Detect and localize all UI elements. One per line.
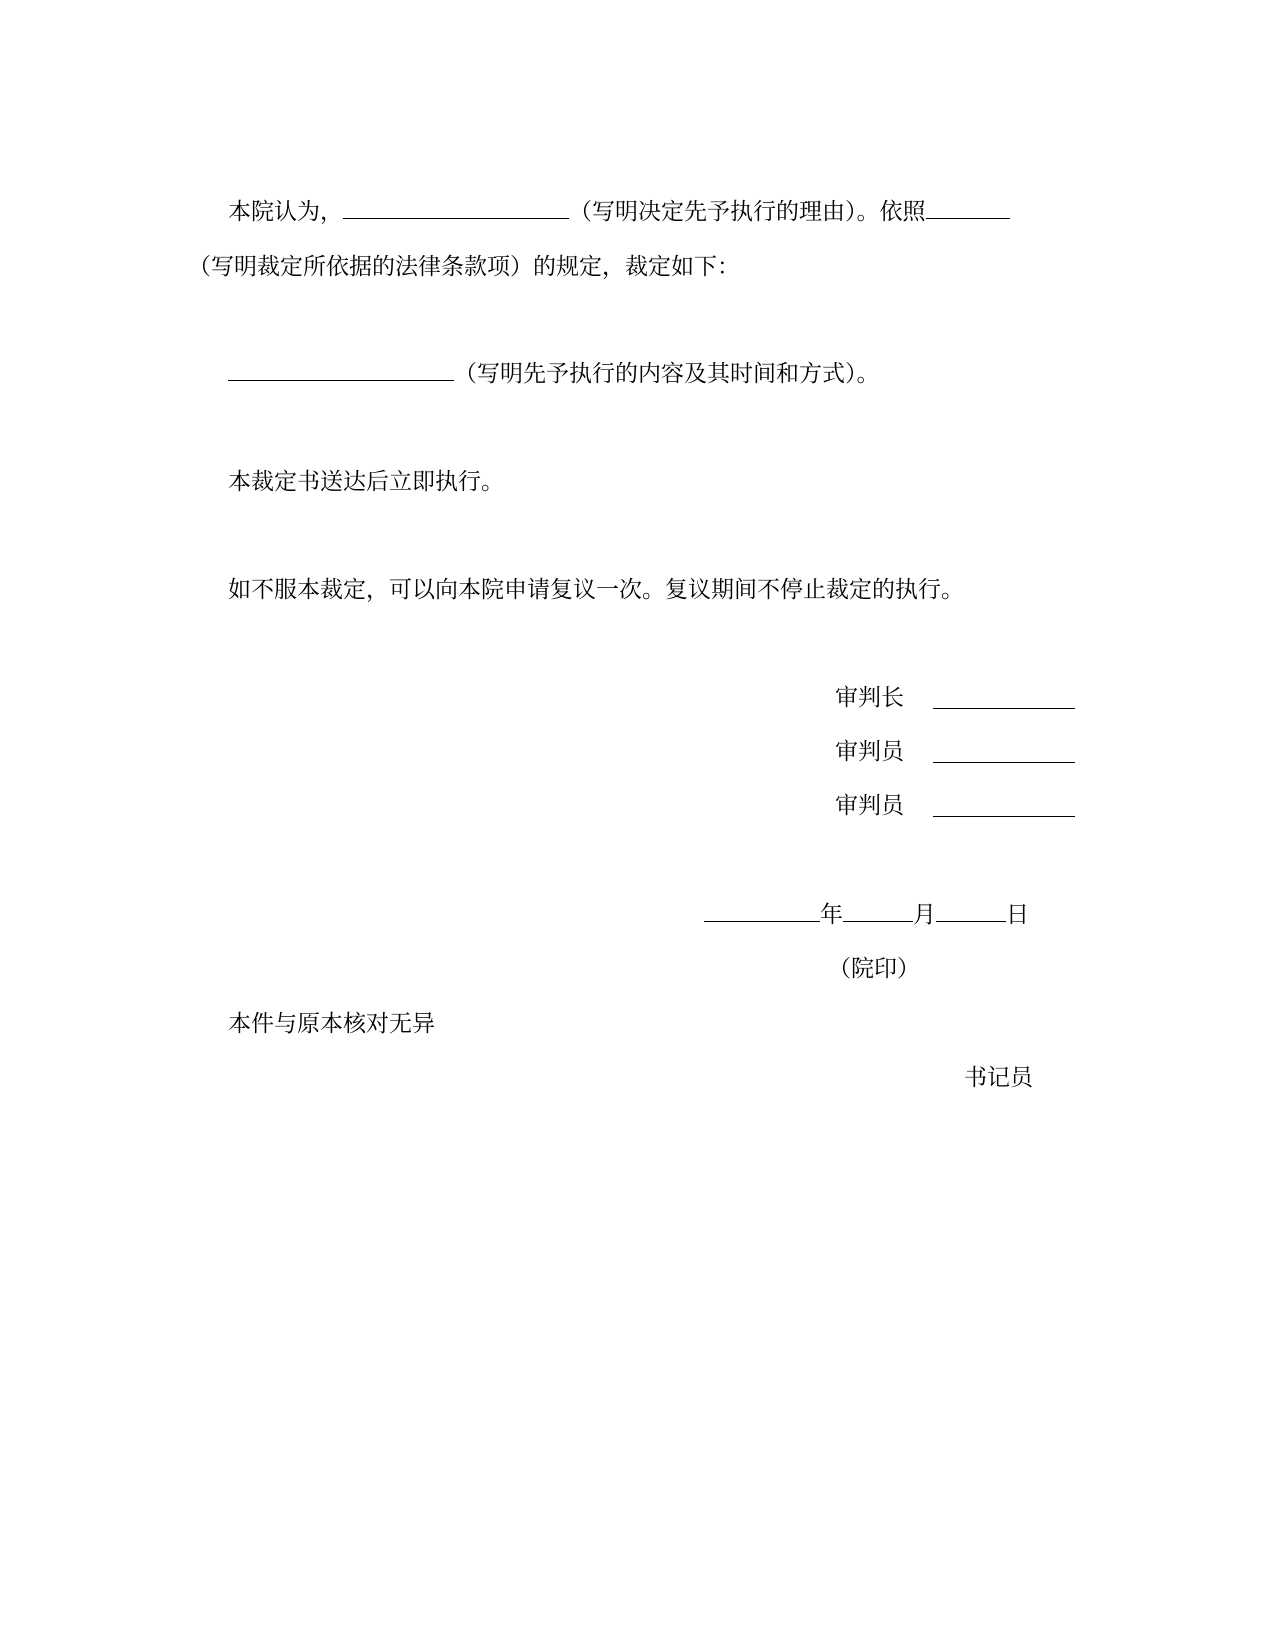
signature-judge-1 bbox=[835, 736, 1075, 768]
reasoning-line-2 bbox=[188, 251, 740, 283]
month-label: 月 bbox=[913, 902, 936, 928]
execution-text: 本裁定书送达后立即执行。 bbox=[228, 469, 504, 495]
date-line bbox=[704, 899, 1029, 931]
day-label: 日 bbox=[1006, 902, 1029, 928]
reason-blank bbox=[343, 198, 569, 219]
reasoning-line-1 bbox=[228, 196, 1010, 228]
judge-1-label: 审判员 bbox=[835, 739, 904, 765]
judge-2-blank bbox=[933, 816, 1075, 817]
reason-hint: （写明决定先予执行的理由）。依照 bbox=[569, 199, 926, 225]
legal-basis-hint: （写明裁定所依据的法律条款项）的规定，裁定如下： bbox=[188, 254, 740, 280]
execution-statement bbox=[228, 466, 504, 498]
verification-text: 本件与原本核对无异 bbox=[228, 1011, 435, 1037]
year-label: 年 bbox=[820, 902, 843, 928]
court-seal bbox=[828, 953, 920, 985]
ruling-content-line bbox=[228, 358, 880, 390]
content-blank bbox=[228, 360, 454, 381]
clerk-line bbox=[964, 1062, 1033, 1094]
signature-judge-2 bbox=[835, 790, 1075, 822]
year-blank bbox=[704, 901, 820, 922]
signature-presiding-judge bbox=[835, 682, 1075, 714]
content-hint: （写明先予执行的内容及其时间和方式）。 bbox=[454, 361, 880, 387]
reasoning-lead: 本院认为， bbox=[228, 199, 343, 225]
month-blank bbox=[843, 901, 913, 922]
judge-2-label: 审判员 bbox=[835, 793, 904, 819]
law-blank bbox=[926, 198, 1010, 219]
day-blank bbox=[936, 901, 1006, 922]
judge-1-blank bbox=[933, 762, 1075, 763]
clerk-label: 书记员 bbox=[964, 1065, 1033, 1091]
appeal-statement bbox=[228, 574, 964, 606]
appeal-text: 如不服本裁定，可以向本院申请复议一次。复议期间不停止裁定的执行。 bbox=[228, 577, 964, 603]
presiding-judge-blank bbox=[933, 708, 1075, 709]
presiding-judge-label: 审判长 bbox=[835, 685, 904, 711]
verification-statement bbox=[228, 1008, 435, 1040]
seal-text: （院印） bbox=[828, 956, 920, 982]
